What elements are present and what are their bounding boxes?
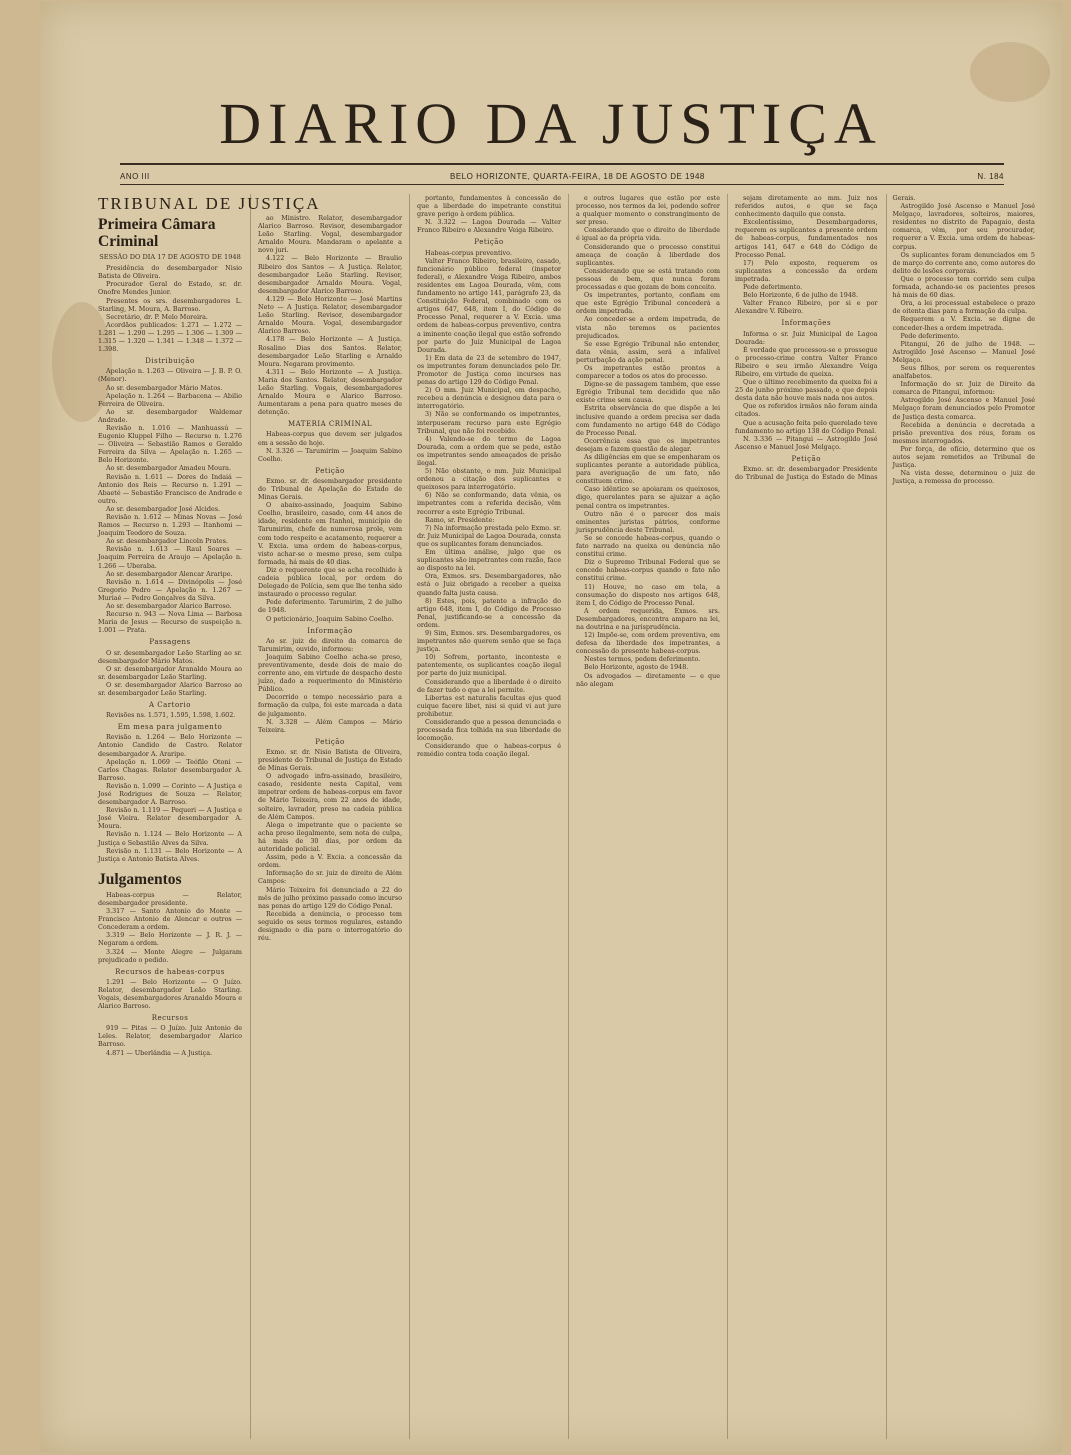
paragraph: Pede deferimento.	[900, 331, 960, 340]
paragraph: O sr. desembargador Alarico Barroso ao sr. desembargador Leão Starling.	[98, 680, 242, 697]
paragraph: Que os referidos irmãos não foram ainda citados.	[735, 402, 878, 419]
paragraph: Belo Horizonte, agosto de 1948.	[584, 663, 689, 672]
column-1	[98, 194, 321, 1439]
paragraph: 3.324 — Monte Alegre — Julgaram prejudicado o pedido.	[98, 947, 242, 964]
headline-julgamentos: Julgamentos	[98, 870, 182, 888]
paragraph: Revisão n. 1.131 — Belo Horizonte — A Justiça e Antonio Batista Alves.	[98, 846, 242, 863]
paragraph: Revisão n. 1.264 — Belo Horizonte — Antonio Candido de Castro. Relator desembargador A. Araripe.	[98, 733, 242, 758]
masthead-rule-bottom	[120, 184, 1004, 185]
paragraph: Se esse Egrégio Tribunal não entender, data vênia, assim, será a infalível perturbação da ação penal.	[576, 339, 720, 364]
paragraph: Os suplicantes foram denunciados em 5 de março do corrente ano, como autores do delito de lesões corporais.	[892, 250, 1035, 275]
subheading: Informações	[781, 319, 832, 328]
paragraph: 2) O mm. Juiz Municipal, em despacho, recebeu a denúncia e designou data para o interrogatório.	[417, 386, 561, 411]
paragraph: Ao sr. desembargador Lincoln Prates.	[106, 537, 228, 546]
paragraph: Que o processo tem corrido sem culpa formada, achando-se os pacientes presos há mais de 60 dias.	[892, 274, 1035, 300]
paragraph: Considerando que a pessoa denunciada e processada fica tolhida na sua liberdade de locomoção.	[417, 718, 561, 743]
paragraph: Que o último recebimento da queixa foi a 25 de junho próximo passado, e que depois desta data não houve mais nada nos autos.	[735, 378, 878, 403]
paragraph: e outros lugares que estão por este processo, nos termos da lei, podendo sofrer a qualquer momento o constrangimento de ser preso.	[576, 194, 720, 227]
paragraph: Nestes termos, pedem deferimento.	[584, 655, 701, 664]
paragraph: Estrita observância do que dispõe a lei inclusive quando a ordem precisa ser dada com fundamento no artigo 648 do Código de Processo Penal.	[576, 404, 720, 437]
column-divider	[727, 194, 728, 1439]
paragraph: sejam diretamente ao mm. Juiz nos referidos autos, e que se faça conhecimento daquilo que consta.	[735, 194, 878, 219]
subheading: Petição	[474, 238, 504, 247]
paragraph: Ora, a lei processual estabelece o prazo de oitenta dias para a formação da culpa.	[892, 299, 1035, 316]
paragraph: Caso idêntico se apoiaram os queixosos, digo, querelantes para se ajuizar a ação penal contra os impetrantes.	[576, 485, 720, 510]
paragraph: 4.871 — Uberlândia — A Justiça.	[106, 1048, 213, 1057]
paragraph: Revisão n. 1.612 — Minas Novas — José Ramos — Recurso n. 1.293 — Itanhomi — Joaquim Teodoro de Souza.	[98, 513, 242, 538]
paragraph: Astrogildo José Ascenso e Manuel José Melgaço foram denunciados pelo Promotor de Justiça desta comarca.	[892, 396, 1035, 421]
paragraph: As diligências em que se empenharam os suplicantes perante a autoridade pública, para averiguação de um fato, não constituem crime.	[576, 453, 720, 486]
column-4	[576, 194, 720, 1439]
paragraph: Informa o sr. Juiz Municipal de Lagoa Dourada:	[735, 329, 878, 346]
paragraph: Seus filhos, por serem os requerentes analfabetos.	[892, 363, 1035, 381]
paragraph: Belo Horizonte, 6 de julho de 1948.	[743, 291, 859, 300]
paragraph: Procurador Geral do Estado, sr. dr. Onofre Mendes Junior.	[98, 280, 242, 297]
paragraph: Apelação n. 1.069 — Teófilo Otoni — Carlos Chagas. Relator desembargador A. Barroso.	[98, 757, 242, 782]
paragraph: Os impetrantes estão prontos a comparecer a todos os atos do processo.	[576, 363, 720, 381]
paragraph: Presentes os srs. desembargadores L. Starling, M. Moura, A. Barroso.	[98, 296, 242, 313]
paragraph: Digne-se de passagem também, que esse Egrégio Tribunal tem decidido que não existe crime sem causa.	[576, 380, 720, 405]
subheading: Passagens	[149, 638, 191, 647]
paragraph: Presidência do desembargador Nisio Batista de Oliveira.	[98, 264, 242, 281]
section-title: TRIBUNAL DE JUSTIÇA	[98, 194, 321, 213]
paragraph: Exmo. sr. dr. desembargador presidente do Tribunal de Apelação do Estado de Minas Gerais.	[258, 476, 402, 502]
paragraph: Revisão n. 1.124 — Belo Horizonte — A Justiça e Sebastião Alves da Silva.	[98, 830, 242, 847]
paragraph: Os impetrantes, portanto, confiam em que este Egrégio Tribunal concederá a ordem impetrada.	[576, 291, 720, 316]
paragraph: 10) Sofrem, portanto, inconteste e patentemente, os suplicantes coação ilegal por parte do juiz municipal.	[417, 653, 561, 678]
paragraph: Astrogildo José Ascenso e Manuel José Melgaço, lavradores, solteiros, maiores, residentes no distrito de Papagaio, desta comarca, vêm, por seu procurador, requerer a V. Excia. uma ordem de habeas-corpus.	[892, 202, 1035, 251]
paragraph: Informação do sr. Juiz de Direito da comarca de Pitangui, informou:	[892, 380, 1035, 397]
paragraph: Ao sr. desembargador Amadeu Moura.	[106, 464, 231, 473]
paragraph: Por força, de ofício, determino que os autos sejam remetidos ao Tribunal de Justiça.	[892, 444, 1035, 470]
paragraph: Ocorrência essa que os impetrantes desejam e fazem questão de alegar.	[576, 436, 720, 453]
session-line: SESSÃO DO DIA 17 DE AGOSTO DE 1948	[99, 253, 241, 262]
subheading: Recursos	[151, 1014, 189, 1023]
paragraph: Considerando que o habeas-corpus é remédio contra toda coação ilegal.	[417, 742, 561, 759]
paragraph: Ao sr. desembargador José Alcides.	[106, 504, 221, 513]
paragraph: 1) Em data de 23 de setembro de 1947, os impetrantes foram denunciados pelo Dr. Promotor de Justiça como incursos nas penas do artigo 129 do Código Penal.	[417, 353, 561, 387]
paragraph: Ao conceder-se a ordem impetrada, de vista não teremos os pacientes prejudicados.	[576, 315, 720, 340]
subheading: A Cartorio	[149, 701, 191, 710]
subheading: Distribuição	[145, 357, 195, 366]
masthead-title: DIARIO DA JUSTIÇA	[219, 91, 883, 156]
paragraph: 4.311 — Belo Horizonte — A Justiça. Maria dos Santos. Relator, desembargador Leão Starling. Vogais, desembargadores Arnaldo Moura e Alarico Barroso. Aumentaram a pena para quatro meses de detenção.	[258, 367, 402, 417]
paragraph: Em última análise, julgo que os suplicantes são impetrantes com razão, face ao disposto na lei.	[417, 548, 561, 573]
paragraph: 8) Estes, pois, patente a infração do artigo 648, item I, do Código de Processo Penal, justificando-se a concessão da ordem.	[417, 596, 561, 629]
paragraph: ao Ministro. Relator, desembargador Alarico Barroso. Revisor, desembargador Leão Starling. Vogal, desembargador Arnaldo Moura. Mandaram o apelante a novo juri.	[258, 214, 402, 255]
column-divider	[568, 194, 569, 1439]
paragraph: Ao sr. juiz de direito da comarca de Tarumirim, ouvido, informou:	[258, 636, 402, 653]
paragraph: Revisão n. 1.119 — Pequeri — A Justiça e José Vieira. Relator desembargador A. Moura.	[98, 806, 242, 831]
paragraph: Secretário, dr. P. Melo Moreira.	[106, 312, 208, 321]
paragraph: Pitangui, 26 de julho de 1948. — Astrogildo José Ascenso — Manuel José Melgaço.	[892, 339, 1035, 364]
paragraph: Recebida a denúncia e decretada a prisão preventiva dos réus, foram os mesmos interrogados.	[892, 420, 1035, 445]
paragraph: 3.319 — Belo Horizonte — J. R. J. — Negaram a ordem.	[98, 931, 242, 948]
paragraph: N. 3.336 — Pitangui — Astrogildo José Ascenso e Manuel José Melgaço.	[735, 434, 878, 451]
paragraph: Apelação n. 1.264 — Barbacena — Abilio Ferreira de Oliveira.	[98, 391, 242, 408]
paragraph: Ora, Exmos. srs. Desembargadores, não está o Juiz obrigado a receber a queixa quando falta justa causa.	[417, 572, 561, 597]
paragraph: Considerando que o direito de liberdade é igual ao da própria vida.	[576, 226, 720, 243]
paragraph: Exmo. sr. dr. Nisio Batista de Oliveira, presidente do Tribunal de Justiça do Estado de Minas Gerais.	[258, 747, 402, 773]
paragraph: Ao sr. desembargador Waldemar Andrade.	[98, 407, 242, 424]
paragraph: Outro não é o parecer dos mais eminentes juristas pátrios, conforme jurisprudência deste Tribunal.	[576, 509, 720, 534]
paragraph: Considerando que a liberdade é o direito de fazer tudo o que a lei permite.	[417, 677, 561, 694]
paragraph: A ordem requerida, Exmos. srs. Desembargadores, encontra amparo na lei, na doutrina e na jurisprudência.	[576, 606, 720, 631]
paragraph: Mário Teixeira foi denunciado a 22 do mês de julho próximo passado como incurso nas penas do artigo 129 do Código Penal.	[258, 885, 402, 910]
paragraph: Considerando que se está tratando com pessoas de bem, que nunca foram processadas e que gozam de bom conceito.	[576, 266, 720, 292]
paragraph: Valter Franco Ribeiro, por si e por Alexandre V. Ribeiro.	[735, 299, 878, 316]
dateline-date: BELO HORIZONTE, QUARTA-FEIRA, 18 DE AGOSTO DE 1948	[450, 172, 705, 181]
dateline-issue: N. 184	[977, 172, 1004, 181]
column-5	[735, 194, 1035, 1439]
paragraph: Assim, pede a V. Excia. a concessão da ordem.	[258, 853, 402, 870]
paragraph: Excelentíssimo, Desembargadores, requerem os suplicantes a presente ordem de habeas-corpus, fundamentados nos artigos 141, 647 e 648 do Código de Processo Penal.	[735, 218, 878, 259]
paragraph: Na vista desse, determinou o juiz de Justiça, a remessa do processo.	[892, 469, 1035, 486]
paragraph: 17) Pelo exposto, requerem os suplicantes a concessão da ordem impetrada.	[735, 258, 878, 283]
paragraph: 5) Não obstante, o mm. Juiz Municipal ordenou a citação dos suplicantes e queixosos para interrogatório.	[417, 467, 561, 492]
column-divider	[250, 194, 251, 1439]
paragraph: 12) Impõe-se, com ordem preventiva, em defesa da liberdade dos impetrantes, a concessão do presente habeas-corpus.	[576, 631, 720, 656]
paragraph: Recebida a denúncia, o processo tem seguido os seus termos regulares, estando designado o dia para o interrogatório do réu.	[258, 909, 402, 943]
paragraph: Considerando que o processo constitui ameaça de coação à liberdade dos suplicantes.	[576, 242, 720, 267]
subheading: Em mesa para julgamento	[117, 723, 223, 732]
dateline-year: ANO III	[120, 172, 150, 181]
subheading: Petição	[791, 454, 821, 463]
paragraph: Alega o impetrante que o paciente se acha preso ilegalmente, sem nota de culpa, há mais de 30 dias, por ordem da autoridade policial.	[258, 820, 402, 854]
paragraph: Acordãos publicados: 1.271 — 1.272 — 1.281 — 1.290 — 1.295 — 1.306 — 1.309 — 1.315 — 1.320 — 1.341 — 1.348 — 1.372 — 1.398.	[98, 320, 242, 354]
paragraph: O abaixo-assinado, Joaquim Sabino Coelho, brasileiro, casado, com 44 anos de idade, residente em Itanhoi, município de Tarumirim, chefe de numerosa prole, vem com todo respeito e acatamento, requerer a V. Excia. uma ordem de habeas-corpus, visto achar-se o mesmo preso, sem culpa formada, há mais de 40 dias.	[258, 501, 402, 566]
paragraph: 919 — Pitas — O Juízo. Juiz Antonio de Leles. Relator, desembargador Alarico Barroso.	[98, 1024, 242, 1049]
paragraph: Valter Franco Ribeiro, brasileiro, casado, funcionário público federal (inspetor federal), e Alexandre Veiga Ribeiro, ambos residentes em Lagoa Dourada, vêm, com fundamento no artigo 141, parágrafo 23, da Constituição Federal, combinado com os artigos 647, 648, item I, do Código de Processo Penal, requerer a V. Excia. uma ordem de habeas-corpus preventivo, contra a iminente coação ilegal que estão sofrendo por parte do Juiz Municipal de Lagoa Dourada.	[417, 256, 561, 354]
col1-body	[98, 264, 242, 863]
paragraph: Libertas est naturalis facultas ejus quod cuique facere libet, nisi si quid vi aut jure prohibetur.	[417, 693, 561, 718]
paragraph: Pede deferimento.	[743, 283, 803, 292]
subheading: Petição	[315, 737, 345, 746]
paragraph: É verdade que processou-se e prossegue o processo-crime contra Valter Franco Ribeiro e seu irmão Alexandre Veiga Ribeiro, em virtude de queixa.	[735, 345, 878, 378]
paragraph: N. 3.326 — Tarumirim — Joaquim Sabino Coelho.	[258, 446, 402, 463]
paragraph: Ao sr. desembargador Mário Matos.	[106, 383, 223, 392]
paragraph: 1.291 — Belo Horizonte — O Juízo. Relator, desembargador Leão Starling. Vogais, desembargadores Aranaldo Moura e Alarico Barroso.	[98, 977, 242, 1011]
paragraph: Recurso n. 943 — Nova Lima — Barbosa Maria de Jesus — Recurso de suspeição n. 1.001 — Prata.	[98, 610, 242, 635]
paragraph: O advogado infra-assinado, brasileiro, casado, residente nesta Capital, vem impetrar ordem de habeas-corpus em favor de Mário Teixeira, com 22 anos de idade, solteiro, lavrador, preso na cadeia pública de Além Campos.	[258, 772, 402, 821]
paragraph: O sr. desembargador Aranaldo Moura ao sr. desembargador Leão Starling.	[98, 664, 242, 681]
paragraph: 11) Houve, no caso em tela, a consumação do disposto nos artigos 648, item I, do Código de Processo Penal.	[576, 582, 720, 607]
paragraph: Revisão n. 1.614 — Divinópolis — José Gregorio Pedro — Apelação n. 1.267 — Muriaé — Pedro Gonçalves da Silva.	[98, 577, 242, 602]
paragraph: 3.317 — Santo Antonio do Monte — Francisco Antonio de Alencar e outros — Concederam a ordem.	[98, 907, 242, 932]
newspaper-page	[40, 2, 1062, 1452]
paragraph: O sr. desembargador Leão Starling ao sr. desembargador Mário Matos.	[98, 648, 242, 665]
paragraph: Habeas-corpus — Relator, desembargador presidente.	[98, 890, 242, 907]
columns	[98, 194, 1050, 1439]
headline-primeira-camara: Primeira Câmara Criminal	[98, 216, 216, 251]
paragraph: N. 3.328 — Além Campos — Mário Teixeira.	[258, 717, 402, 734]
paragraph: Diz o Supremo Tribunal Federal que se concede habeas-corpus quando o fato não constitui crime.	[576, 558, 720, 583]
paragraph: Apelação n. 1.263 — Oliveira — J. B. P. O. (Menor).	[98, 367, 242, 384]
paragraph: O peticionário, Joaquim Sabino Coelho.	[266, 614, 394, 623]
subheading: Petição	[315, 466, 345, 475]
paragraph: Revisão n. 1.611 — Dores do Indaiá — Antonio dos Reis — Recurso n. 1.291 — Abaeté — Sebastião Francisco de Andrade e outro.	[98, 472, 242, 505]
paragraph: 4) Valendo-se do termo de Lagoa Dourada, com a ordem que se pede, estão os impetrantes sendo ameaçados de prisão ilegal.	[417, 434, 561, 467]
paragraph: Revisão n. 1.613 — Raul Soares — Joaquim Ferreira de Araujo — Apelação n. 1.266 — Uberaba.	[98, 545, 242, 570]
paragraph: Informação do sr. juiz de direito de Além Campos:	[258, 869, 402, 886]
paragraph: Que a acusação feita pelo querelado teve fundamento no artigo 138 do Código Penal.	[735, 418, 878, 435]
paragraph: 3) Não se conformando os impetrantes, interpuseram recurso para este Egrégio Tribunal, que não foi recebido.	[417, 410, 561, 435]
paragraph: Os advogados — diretamente — e que não alegam	[576, 671, 720, 688]
paragraph: 7) Na informação prestada pelo Exmo. sr. dr. Juiz Municipal de Lagoa Dourada, consta que os suplicantes foram denunciados.	[417, 523, 561, 548]
subheading: Informação	[307, 626, 353, 635]
column-5-flow	[735, 194, 1035, 485]
paragraph: 4.178 — Belo Horizonte — A Justiça. Rosalino Dias dos Santos. Relator, desembargador Leão Starling e Arnaldo Moura. Negaram provimento.	[258, 335, 402, 368]
paragraph: N. 3.322 — Lagoa Dourada — Valter Franco Ribeiro e Alexandre Veiga Ribeiro.	[417, 218, 561, 235]
paragraph: Ao sr. desembargador Alarico Barroso.	[106, 602, 232, 611]
paragraph: 9) Sim, Exmos. srs. Desembargadores, os impetrantes não querem senão que se faça justiça.	[417, 628, 561, 654]
paragraph: Ramo, sr. Presidente:	[425, 515, 495, 524]
paragraph: 4.122 — Belo Horizonte — Braulio Ribeiro dos Santos — A Justiça. Relator, desembargador Leão Starling. Revisor, desembargador Arnaldo Moura. Vogal, desembargador Alarico Barroso.	[258, 254, 402, 295]
paragraph: Revisão n. 1.016 — Manhuassú — Eugenio Kluppel Filho — Recurso n. 1.276 — Oliveira — Sebastião Ramos e Geraldo Ferreira da Silva — Apelação n. 1.265 — Belo Horizonte.	[98, 423, 242, 465]
col1-body-2	[98, 891, 242, 1057]
paragraph: Exmo. sr. dr. desembargador Presidente do Tribunal de Justiça do Estado de Minas Gerais.	[735, 194, 916, 482]
paragraph: Pede deferimento. Tarumirim, 2 de julho de 1948.	[258, 598, 402, 615]
paragraph: 6) Não se conformando, data vênia, os impetrantes com a referida decisão, vêm recorrer a este Egrégio Tribunal.	[417, 491, 561, 516]
paragraph: Requerem a V. Excia. se digne de conceder-lhes a ordem impetrada.	[892, 315, 1035, 332]
paragraph: Revisões ns. 1.571, 1.595, 1.598, 1.602.	[106, 711, 236, 720]
paragraph: Ao sr. desembargador Alencar Araripe.	[106, 569, 233, 578]
masthead-rule-top	[120, 163, 1004, 165]
column-2	[258, 214, 402, 1439]
paragraph: 4.129 — Belo Horizonte — José Martins Neto — A Justiça. Relator, desembargador Leão Starling. Revisor, desembargador Arnaldo Moura. Vogal, desembargador Alarico Barroso.	[258, 294, 402, 336]
paragraph: Habeas-corpus preventivo.	[425, 248, 512, 257]
subheading-materia-criminal: MATERIA CRIMINAL	[287, 420, 373, 429]
paragraph: Revisão n. 1.099 — Corinto — A Justiça e José Rodrigues de Souza — Relator, desembargador A. Barroso.	[98, 781, 242, 807]
paragraph: portanto, fundamentos à concessão de que a liberdade do impetrante constitui grave perigo à ordem pública.	[417, 194, 561, 219]
paragraph: Joaquim Sabino Coelho acha-se preso, preventivamente, desde dois de maio do corrente ano, em virtude de despacho deste juízo, dado a requerimento do Ministério Público.	[258, 652, 402, 694]
paragraph: Habeas-corpus que devem ser julgados em a sessão de hoje.	[258, 430, 402, 447]
paragraph: Se se concede habeas-corpus, quando o fato narrado na queixa ou denúncia não constitui crime.	[576, 533, 720, 559]
paragraph: Diz o requerente que se acha recolhido à cadeia pública local, por ordem do Delegado de Polícia, sem que lhe tenha sido instaurado o processo regular.	[258, 565, 402, 599]
column-3	[417, 194, 561, 1439]
column-divider	[409, 194, 410, 1439]
paragraph: Decorrido o tempo necessário para a formação da culpa, foi este marcada a data de julgamento.	[258, 693, 402, 718]
subheading: Recursos de habeas-corpus	[115, 967, 225, 976]
